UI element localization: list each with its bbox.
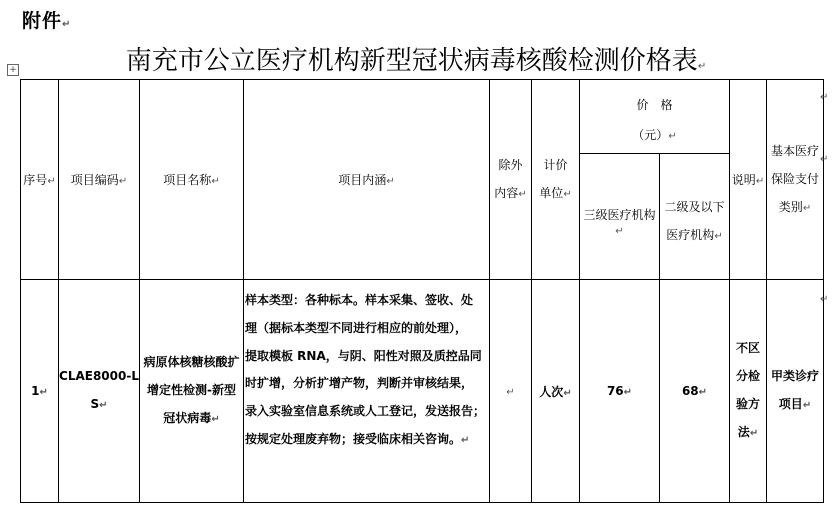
table-move-handle-icon[interactable]: + [7, 64, 19, 76]
content-line: 样本类型：各种标本。样本采集、签收、处 [245, 293, 474, 307]
content-line: 提取模板 RNA，与阴、阳性对照及质控品同 [245, 348, 482, 363]
row-end-mark: ↵ [820, 154, 829, 165]
row-seq: 1↵ [21, 280, 59, 503]
row-price-tier2: 68↵ [660, 280, 730, 503]
price-table [20, 79, 824, 503]
row-end-mark: ↵ [820, 92, 829, 103]
header-insurance: 基本医疗 保险支付 类别↵ [767, 80, 824, 280]
row-name: 病原体核糖核酸扩 增定性检测-新型 冠状病毒↵ [140, 280, 244, 503]
row-insurance: 甲类诊疗 项目↵ [767, 280, 824, 503]
content-line: 按规定处理废弃物；接受临床相关咨询。↵ [245, 431, 470, 446]
content-line: 理（据标本类型不同进行相应的前处理）， [245, 320, 468, 335]
content-line: 录入实验室信息系统或人工登记，发送报告； [245, 404, 486, 419]
row-price-tier3: 76↵ [580, 280, 660, 503]
row-unit: 人次↵ [532, 280, 580, 503]
row-note: 不区 分检 验方 法↵ [730, 280, 767, 503]
row-content [244, 280, 490, 503]
header-price: 价 格 （元）↵ [580, 80, 730, 154]
row-exclusion: ↵ [490, 280, 532, 503]
header-note: 说明↵ [730, 80, 767, 280]
header-name: 项目名称↵ [140, 80, 244, 280]
header-tier2: 二级及以下 医疗机构↵ [660, 154, 730, 280]
row-code: CLAE8000-L S↵ [59, 280, 140, 503]
header-content: 项目内涵↵ [244, 80, 490, 280]
header-code: 项目编码↵ [59, 80, 140, 280]
header-unit: 计价 单位↵ [532, 80, 580, 280]
attachment-label: 附件↵ [22, 10, 72, 32]
header-exclusion: 除外 内容↵ [490, 80, 532, 280]
page-title: 南充市公立医疗机构新型冠状病毒核酸检测价格表↵ [125, 46, 707, 76]
header-seq: 序号↵ [21, 80, 59, 280]
content-line: 时扩增，分析扩增产物，判断并审核结果， [245, 376, 474, 391]
row-end-mark: ↵ [820, 294, 829, 305]
header-tier3: 三级医疗机构↵ [580, 154, 660, 280]
